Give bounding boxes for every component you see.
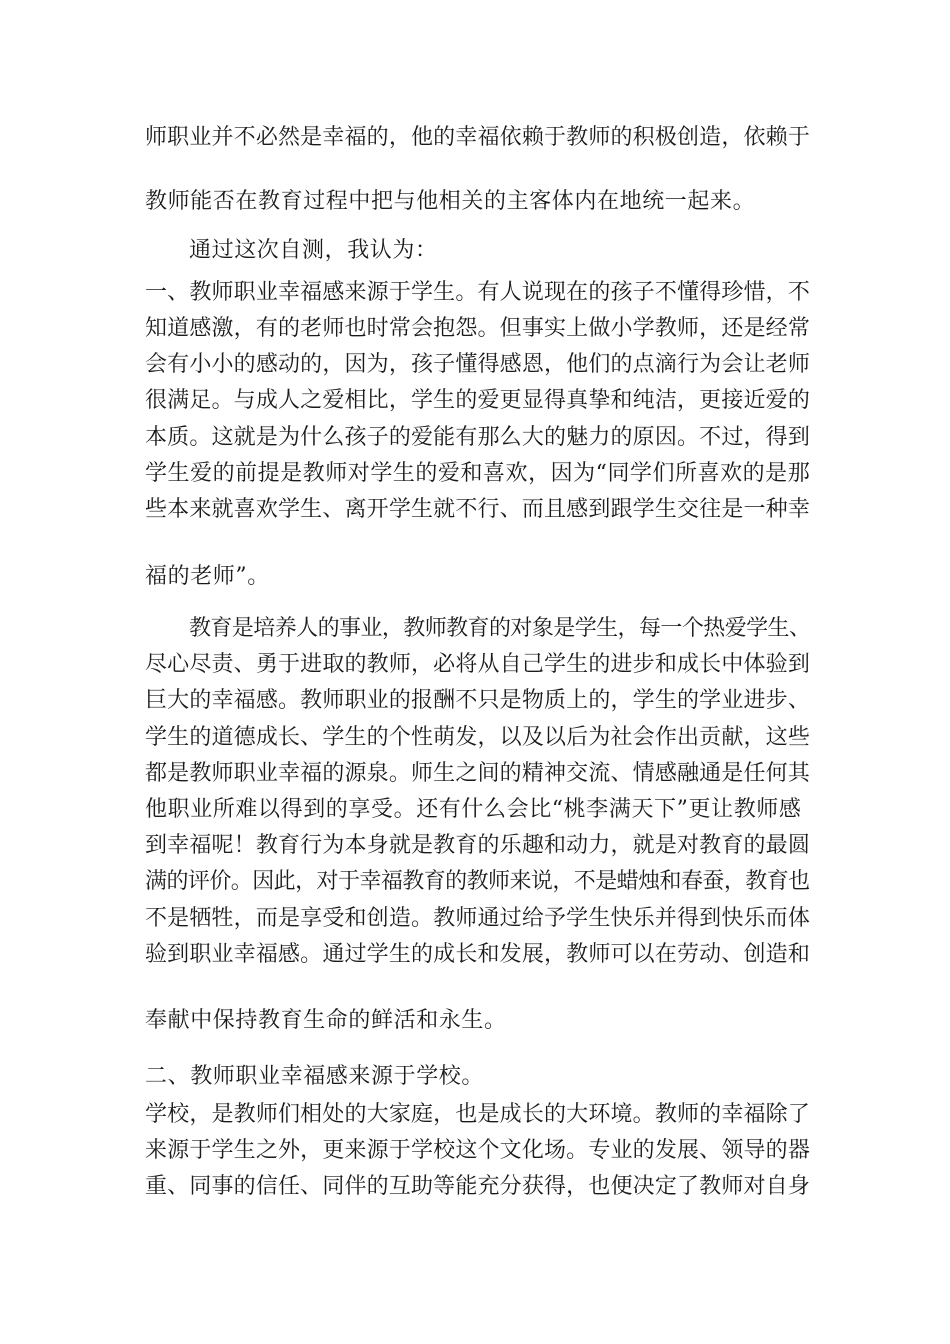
paragraph-line: 重、同事的信任、同伴的互助等能充分获得，也便决定了教师对自身 — [145, 1174, 811, 1199]
paragraph-line: 来源于学生之外，更来源于学校这个文化场。专业的发展、领导的器 — [145, 1138, 811, 1163]
paragraph-line: 师职业并不必然是幸福的，他的幸福依赖于教师的积极创造，依赖于 — [145, 125, 811, 150]
paragraph-line: 学校，是教师们相处的大家庭，也是成长的大环境。教师的幸福除了 — [145, 1102, 811, 1127]
paragraph-line: 到幸福呢！教育行为本身就是教育的乐趣和动力，就是对教育的最圆 — [145, 833, 811, 858]
paragraph-line: 本质。这就是为什么孩子的爱能有那么大的魅力的原因。不过，得到 — [145, 425, 811, 450]
paragraph-line: 福的老师”。 — [145, 564, 270, 589]
paragraph-line: 满的评价。因此，对于幸福教育的教师来说，不是蜡烛和春蚕，教育也 — [145, 869, 810, 894]
section-heading-students: 一、教师职业幸福感来源于学生。有人说现在的孩子不懂得珍惜，不 — [145, 280, 811, 305]
paragraph-line: 他职业所难以得到的享受。还有什么会比“桃李满天下”更让教师感 — [145, 797, 802, 822]
paragraph-line: 都是教师职业幸福的源泉。师生之间的精神交流、情感融通是任何其 — [145, 761, 811, 786]
paragraph-line: 很满足。与成人之爱相比，学生的爱更显得真挚和纯洁，更接近爱的 — [145, 388, 811, 413]
paragraph-line: 巨大的幸福感。教师职业的报酬不只是物质上的，学生的学业进步、 — [145, 688, 811, 713]
paragraph-line: 不是牺牲，而是享受和创造。教师通过给予学生快乐并得到快乐而体 — [145, 906, 811, 931]
section-heading-school: 二、教师职业幸福感来源于学校。 — [145, 1064, 485, 1089]
paragraph-line: 奉献中保持教育生命的鲜活和永生。 — [145, 1008, 507, 1033]
paragraph-line: 些本来就喜欢学生、离开学生就不行、而且感到跟学生交往是一种幸 — [145, 497, 811, 522]
paragraph-line: 学生爱的前提是教师对学生的爱和喜欢，因为“同学们所喜欢的是那 — [145, 461, 811, 486]
paragraph-line: 尽心尽责、勇于进取的教师，必将从自己学生的进步和成长中体验到 — [145, 652, 811, 677]
paragraph-line: 知道感激，有的老师也时常会抱怨。但事实上做小学教师，还是经常 — [145, 316, 811, 341]
paragraph-line: 教师能否在教育过程中把与他相关的主客体内在地统一起来。 — [145, 189, 756, 214]
paragraph-line: 学生的道德成长、学生的个性萌发，以及以后为社会作出贡献，这些 — [145, 725, 811, 750]
paragraph-line: 验到职业幸福感。通过学生的成长和发展，教师可以在劳动、创造和 — [145, 942, 811, 967]
paragraph-line: 通过这次自测，我认为： — [189, 238, 438, 263]
paragraph-line: 教育是培养人的事业，教师教育的对象是学生，每一个热爱学生、 — [189, 616, 811, 641]
paragraph-line: 会有小小的感动的，因为，孩子懂得感恩，他们的点滴行为会让老师 — [145, 352, 811, 377]
